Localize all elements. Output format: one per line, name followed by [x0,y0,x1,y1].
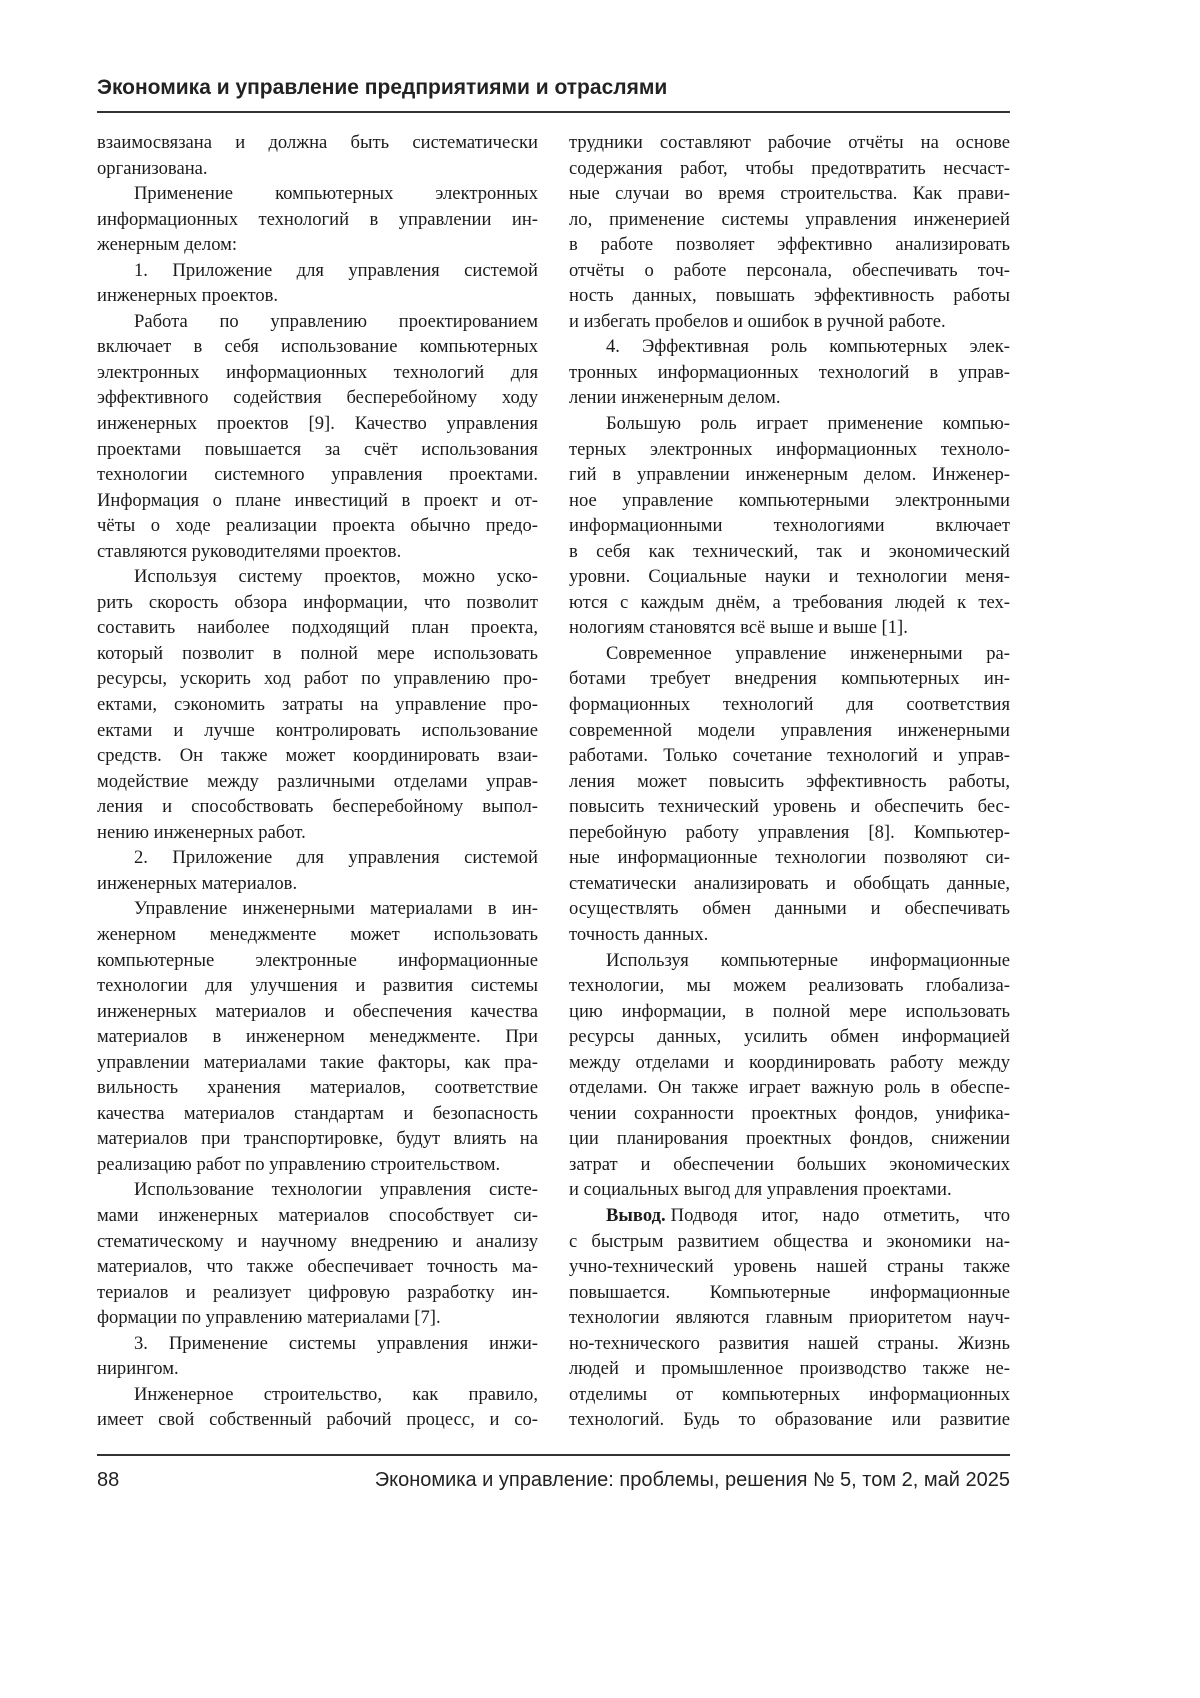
text-line: ются с каждым днём, а требования людей к тех- [569,590,1010,616]
left-column [97,130,538,1433]
text-line: ность данных, повышать эффективность работы [569,283,1010,309]
text-line: 1. Приложение для управления системой [97,258,538,284]
text-line: терных электронных информационных техноло- [569,437,1010,463]
text-line: Инженерное строительство, как правило, [97,1382,538,1408]
text-line: качества материалов стандартам и безопасность [97,1101,538,1127]
text-line: нирингом. [97,1356,538,1382]
text-line: технологии, мы можем реализовать глобализа- [569,973,1010,999]
text-line: 2. Приложение для управления системой [97,845,538,871]
text-line: отчёты о работе персонала, обеспечивать точ- [569,258,1010,284]
text-line: электронных информационных технологий для [97,360,538,386]
text-line: повышается. Компьютерные информационные [569,1280,1010,1306]
text-line: Большую роль играет применение компью- [569,411,1010,437]
text-segment: Подводя итог, надо отметить, что [666,1203,1010,1229]
text-line: ления может повысить эффективность работы, [569,769,1010,795]
paragraph [97,1331,538,1382]
text-line: Современное управление инженерными ра- [569,641,1010,667]
text-line: женерным делом: [97,232,538,258]
text-line: технологии системного управления проектами. [97,462,538,488]
footer-divider [97,1454,1010,1456]
text-line: материалов в инженерном менеджменте. При [97,1024,538,1050]
text-line: Информация о плане инвестиций в проект и от- [97,488,538,514]
text-line: составить наиболее подходящий план проекта, [97,615,538,641]
text-line: работами. Только сочетание технологий и управ- [569,743,1010,769]
text-line: точность данных. [569,922,1010,948]
text-line: инженерных материалов и обеспечения качества [97,999,538,1025]
text-line: инженерных материалов. [97,871,538,897]
text-line: имеет свой собственный рабочий процесс, и со- [97,1407,538,1433]
paragraph [97,1382,538,1433]
text-line: женерном менеджменте может использовать [97,922,538,948]
text-line: отделимы от компьютерных информационных [569,1382,1010,1408]
paragraph [569,948,1010,1203]
text-line: ные случаи во время строительства. Как прави- [569,181,1010,207]
text-line: чёты о ходе реализации проекта обычно предо- [97,513,538,539]
text-line: с быстрым развитием общества и экономики на- [569,1229,1010,1255]
paragraph [97,130,538,181]
text-line: средств. Он также может координировать взаи- [97,743,538,769]
text-line: управлении материалами такие факторы, как пра- [97,1050,538,1076]
text-line: Используя компьютерные информационные [569,948,1010,974]
text-line: информационными технологиями включает [569,513,1010,539]
text-line: уровни. Социальные науки и технологии меня- [569,564,1010,590]
text-line: ные информационные технологии позволяют си- [569,845,1010,871]
text-line: инженерных проектов [9]. Качество управления [97,411,538,437]
text-line: ектами и лучше контролировать использование [97,718,538,744]
text-line: цию информации, в полной мере использовать [569,999,1010,1025]
text-line: в себя как технический, так и экономический [569,539,1010,565]
running-header: Экономика и управление предприятиями и отраслями [97,76,1010,100]
text-line: и социальных выгод для управления проектами. [569,1177,1010,1203]
text-line: Использование технологии управления систе- [97,1177,538,1203]
paragraph [569,641,1010,948]
text-line: ресурсы данных, усилить обмен информацией [569,1024,1010,1050]
text-line: содержания работ, чтобы предотвратить несчаст- [569,156,1010,182]
paragraph [569,1203,1010,1433]
text-line [569,1203,1010,1229]
text-line: материалов, что также обеспечивает точность ма- [97,1254,538,1280]
text-line: проектами повышается за счёт использования [97,437,538,463]
text-line: формационных технологий для соответствия [569,692,1010,718]
text-line: гий в управлении инженерным делом. Инженер- [569,462,1010,488]
text-line: Применение компьютерных электронных [97,181,538,207]
text-line: реализацию работ по управлению строительством. [97,1152,538,1178]
text-line: ное управление компьютерными электронными [569,488,1010,514]
text-line: ботами требует внедрения компьютерных ин- [569,666,1010,692]
paragraph [97,896,538,1177]
paragraph [97,181,538,258]
paragraph [97,845,538,896]
text-line: повысить технический уровень и обеспечить бес- [569,794,1010,820]
text-line: учно-технический уровень нашей страны также [569,1254,1010,1280]
text-line: нологиям становятся всё выше и выше [1]. [569,615,1010,641]
text-line: эффективного содействия бесперебойному ходу [97,385,538,411]
paragraph [97,1177,538,1330]
text-line: информационных технологий в управлении ин- [97,207,538,233]
text-line: инженерных проектов. [97,283,538,309]
text-line: вильность хранения материалов, соответствие [97,1075,538,1101]
text-line: чении сохранности проектных фондов, унифика- [569,1101,1010,1127]
text-line: но-технического развития нашей страны. Жизнь [569,1331,1010,1357]
text-line: взаимосвязана и должна быть систематически [97,130,538,156]
paragraph [97,309,538,564]
text-line: ло, применение системы управления инженерией [569,207,1010,233]
text-line: ления и способствовать бесперебойному выпол- [97,794,538,820]
text-line: отделами. Он также играет важную роль в обеспе- [569,1075,1010,1101]
text-line: ектами, сэкономить затраты на управление про- [97,692,538,718]
text-line: осуществлять обмен данными и обеспечивать [569,896,1010,922]
text-line: в работе позволяет эффективно анализировать [569,232,1010,258]
bold-lead: Вывод. [606,1203,666,1229]
text-line: включает в себя использование компьютерных [97,334,538,360]
text-line: териалов и реализует цифровую разработку ин- [97,1280,538,1306]
text-line: Используя систему проектов, можно уско- [97,564,538,590]
text-line: рить скорость обзора информации, что позволит [97,590,538,616]
paragraph [569,130,1010,334]
text-line: формации по управлению материалами [7]. [97,1305,538,1331]
text-line: модействие между различными отделами управ- [97,769,538,795]
paragraph [569,411,1010,641]
text-line: тронных информационных технологий в управ- [569,360,1010,386]
text-line: который позволит в полной мере использовать [97,641,538,667]
text-line: перебойную работу управления [8]. Компьютер- [569,820,1010,846]
text-line: Управление инженерными материалами в ин- [97,896,538,922]
text-line: стематически анализировать и обобщать данные, [569,871,1010,897]
text-line: технологии являются главным приоритетом науч- [569,1305,1010,1331]
text-line: Работа по управлению проектированием [97,309,538,335]
text-line: 4. Эффективная роль компьютерных элек- [569,334,1010,360]
text-line: материалов при транспортировке, будут влиять на [97,1126,538,1152]
text-line: технологий. Будь то образование или развитие [569,1407,1010,1433]
text-line: затрат и обеспечении больших экономических [569,1152,1010,1178]
paragraph [97,258,538,309]
text-line: технологии для улучшения и развития системы [97,973,538,999]
text-line: ресурсы, ускорить ход работ по управлению про- [97,666,538,692]
text-line: стематическому и научному внедрению и анализу [97,1229,538,1255]
text-line: и избегать пробелов и ошибок в ручной работе. [569,309,1010,335]
text-line: компьютерные электронные информационные [97,948,538,974]
text-line: между отделами и координировать работу между [569,1050,1010,1076]
text-line: людей и промышленное производство также не- [569,1356,1010,1382]
header-divider [97,111,1010,113]
text-line: ции планирования проектных фондов, снижении [569,1126,1010,1152]
text-line: 3. Применение системы управления инжи- [97,1331,538,1357]
text-line: мами инженерных материалов способствует си- [97,1203,538,1229]
paragraph [97,564,538,845]
text-line: современной модели управления инженерными [569,718,1010,744]
text-line: лении инженерным делом. [569,385,1010,411]
page-number: 88 [97,1469,119,1492]
text-line: ставляются руководителями проектов. [97,539,538,565]
text-line: организована. [97,156,538,182]
right-column [569,130,1010,1433]
text-line: трудники составляют рабочие отчёты на основе [569,130,1010,156]
text-line: нению инженерных работ. [97,820,538,846]
paragraph [569,334,1010,411]
journal-citation: Экономика и управление: проблемы, решения № 5, том 2, май 2025 [375,1469,1010,1492]
